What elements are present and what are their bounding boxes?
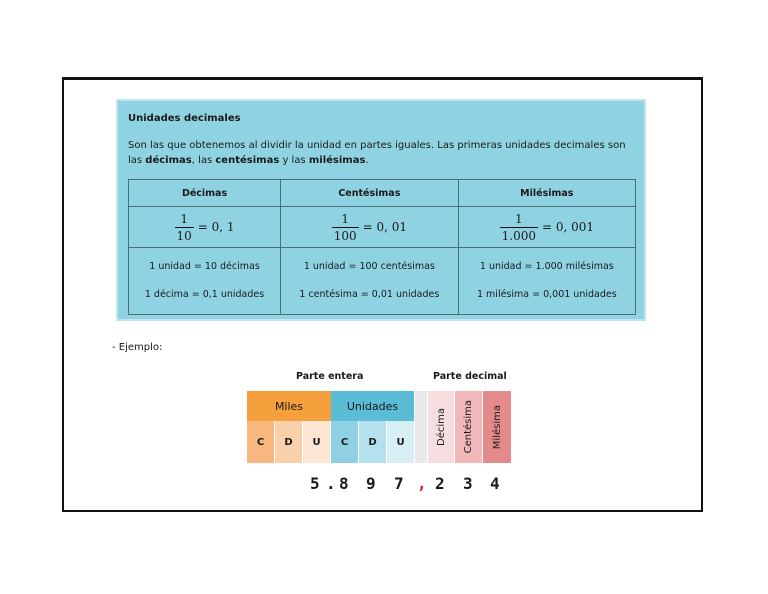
fraction-row <box>129 207 636 248</box>
table-header-row <box>129 180 636 207</box>
equiv-decimas: 1 unidad = 10 décimas 1 décima = 0,1 unidades <box>129 248 281 315</box>
miles-band: Miles <box>247 391 331 421</box>
parte-entera-label: Parte entera <box>296 371 364 382</box>
digit-2: 2 <box>435 474 445 493</box>
page-frame <box>62 77 703 512</box>
decima-cell: Décima <box>428 391 454 463</box>
unidades-u-cell: U <box>387 421 414 463</box>
milesima-cell: Milésima <box>483 391 511 463</box>
digit-7: 7 <box>394 474 404 493</box>
digit-5: 5 <box>310 474 320 493</box>
decimal-comma: , <box>417 474 427 493</box>
equiv-centesimas: 1 unidad = 100 centésimas 1 centésima = 0,01 unidades <box>281 248 459 315</box>
unidades-d-cell: D <box>359 421 386 463</box>
header-decimas: Décimas <box>129 180 281 207</box>
unidades-band: Unidades <box>331 391 414 421</box>
header-centesimas: Centésimas <box>281 180 459 207</box>
thousands-separator: . <box>326 474 336 493</box>
example-label: - Ejemplo: <box>112 342 163 353</box>
spacer-cell <box>415 391 427 463</box>
info-box <box>116 99 646 321</box>
digit-3: 3 <box>463 474 473 493</box>
decimal-units-table <box>128 179 636 315</box>
unidades-c-cell: C <box>331 421 358 463</box>
fraction-milesimas: $\frac{1}{1.000}$ = 0, 001 <box>458 207 635 248</box>
digit-8: 8 <box>339 474 349 493</box>
miles-u-cell: U <box>303 421 330 463</box>
equiv-milesimas: 1 unidad = 1.000 milésimas 1 milésima = 0,001 unidades <box>458 248 635 315</box>
miles-d-cell: D <box>275 421 302 463</box>
digit-4: 4 <box>490 474 500 493</box>
equivalence-row <box>129 248 636 315</box>
header-milesimas: Milésimas <box>458 180 635 207</box>
miles-c-cell: C <box>247 421 274 463</box>
box-title: Unidades decimales <box>128 113 241 124</box>
digit-9: 9 <box>366 474 376 493</box>
fraction-centesimas: $\frac{1}{100}$ = 0, 01 <box>281 207 459 248</box>
centesima-cell: Centésima <box>455 391 482 463</box>
intro-text: Son las que obtenemos al dividir la unidad en partes iguales. Las primeras unidades decimales son las décimas, las centésimas y las milésimas. <box>128 140 626 166</box>
parte-decimal-label: Parte decimal <box>433 371 507 382</box>
fraction-decimas: $\frac{1}{10}$ = 0, 1 <box>129 207 281 248</box>
